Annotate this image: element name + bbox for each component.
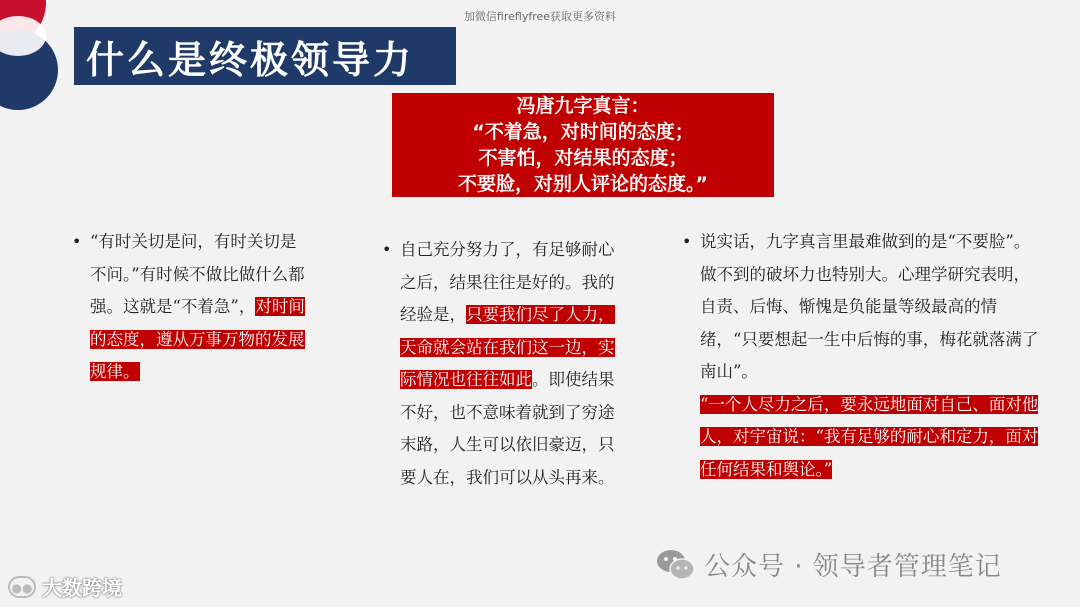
col2-text-a: 自己充分努力了，有足够耐心之后，结果往往是好的。我的经验是， [400,240,615,324]
page-title: 什么是终极领导力 [86,37,415,82]
col3-highlight: “一个人尽力之后，要永远地面对自己、面对他人，对宇宙说：“我有足够的耐心和定力，面对任何结果和舆论。” [700,394,1039,479]
footer-wechat-text: 公众号 · 领导者管理笔记 [704,552,1002,582]
quote-line-2: “不着急，对时间的态度； [472,121,694,143]
col1-highlight: 对时间的态度，遵从万事万物的发展规律。 [90,297,305,381]
title-bar [74,27,456,85]
logo-icon: ●● [8,576,36,598]
bullet-marker: • [382,240,392,259]
top-note: 加微信fireflyfree获取更多资料 [463,10,617,23]
quote-box [392,93,774,197]
footer-wechat [656,546,1002,583]
bullet-column-2 [382,234,620,494]
quote-line-4: 不要脸，对别人评论的态度。” [458,173,708,195]
bullet-marker: • [72,232,82,251]
footer-logo [8,572,122,601]
bullet-column-1 [72,226,312,389]
bullet-marker: • [682,232,692,251]
quote-line-3: 不害怕，对结果的态度； [478,147,688,169]
wechat-icon [656,548,696,582]
col2-text-b: 。即使结果不好，也不意味着就到了穷途末路，人生可以依旧豪迈，只要人在，我们可以从头再来。 [400,370,615,487]
col3-text: 说实话，九字真言里最难做到的是“不要脸”。做不到的破坏力也特别大。心理学研究表明，自责、后悔、惭愧是负能量等级最高的情绪，“只要想起一生中后悔的事，梅花就落满了南山”。 [700,232,1039,381]
bullet-column-3 [682,226,1042,486]
col2-highlight: 只要我们尽了人力，天命就会站在我们这一边，实际情况也往往如此 [400,305,615,389]
col1-text: “有时关切是问，有时关切是不问。”有时候不做比做什么都强。这就是“不着急”， [90,232,305,316]
quote-line-1: 冯唐九字真言： [516,95,650,117]
footer-logo-text: 大数跨境 [42,576,122,600]
